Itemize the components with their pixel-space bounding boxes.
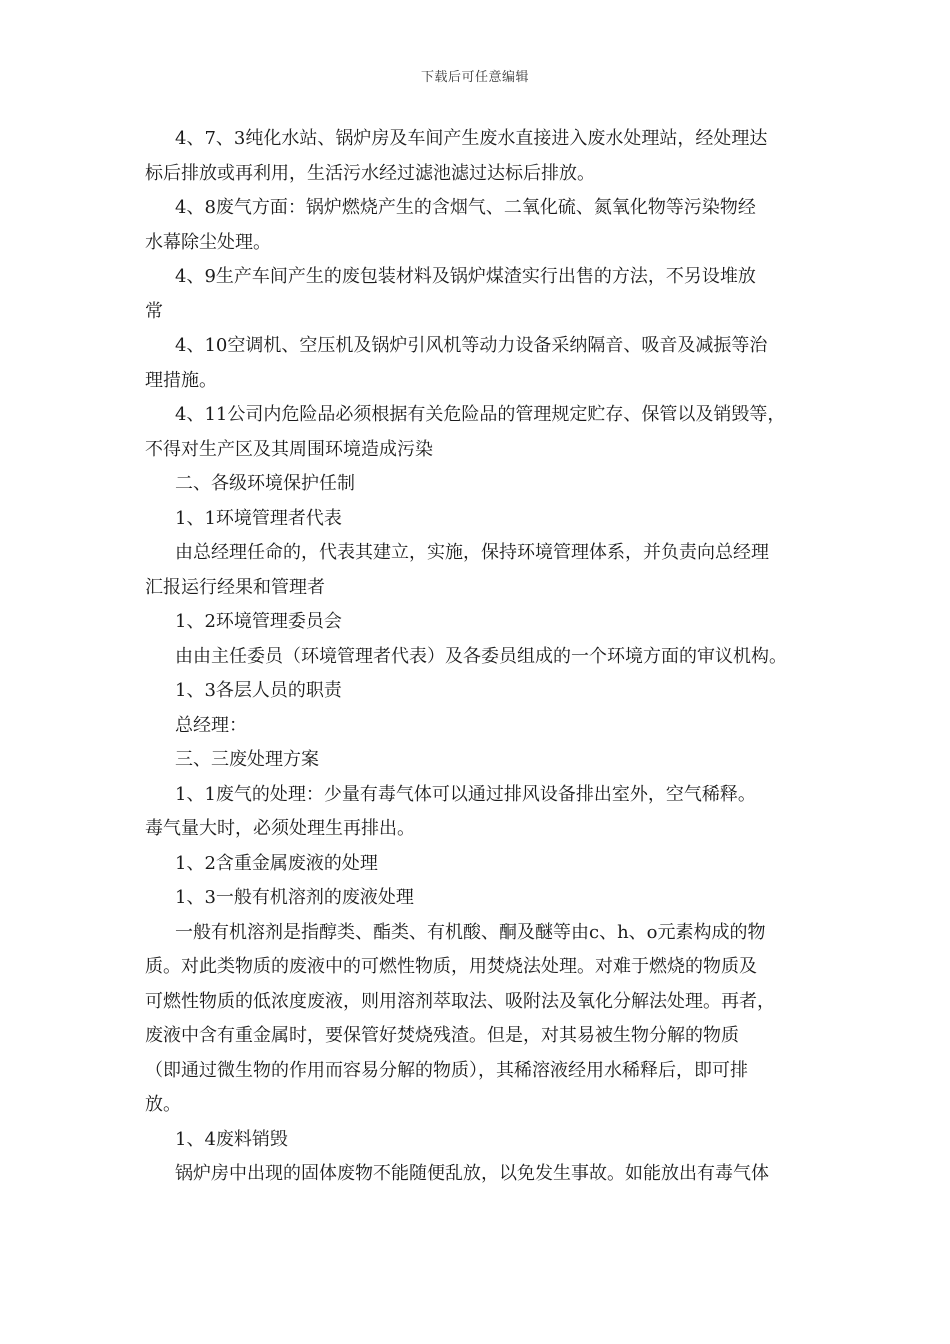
- text-line: 4、10空调机、空压机及锅炉引风机等动力设备采纳隔音、吸音及减振等治: [175, 335, 768, 356]
- text-line: 二、各级环境保护任制: [175, 473, 355, 494]
- document-body: [145, 122, 825, 1192]
- text-line: 标后排放或再利用，生活污水经过滤池滤过达标后排放。: [145, 162, 595, 184]
- text-line: 一般有机溶剂是指醇类、酯类、有机酸、酮及醚等由c、h、o元素构成的物: [175, 921, 766, 943]
- text-line: 常: [145, 300, 163, 322]
- text-line: （即通过微生物的作用而容易分解的物质），其稀溶液经用水稀释后，即可排: [145, 1059, 748, 1081]
- text-line: 4、11公司内危险品必须根据有关危险品的管理规定贮存、保管以及销毁等，: [175, 404, 786, 425]
- text-line: 由总经理任命的，代表其建立，实施，保持环境管理体系，并负责向总经理: [175, 542, 769, 563]
- text-line: 1、1废气的处理：少量有毒气体可以通过排风设备排出室外，空气稀释。: [175, 783, 756, 805]
- text-line: 1、1环境管理者代表: [175, 507, 342, 529]
- text-line: 4、7、3纯化水站、锅炉房及车间产生废水直接进入废水处理站，经处理达: [175, 128, 768, 149]
- text-line: 废液中含有重金属时，要保管好焚烧残渣。但是，对其易被生物分解的物质: [145, 1025, 739, 1046]
- text-line: 可燃性物质的低浓度废液，则用溶剂萃取法、吸附法及氧化分解法处理。再者，: [145, 990, 775, 1012]
- text-line: 1、2含重金属废液的处理: [175, 852, 378, 874]
- text-line: 1、3一般有机溶剂的废液处理: [175, 887, 414, 908]
- page-header: 下载后可任意编辑: [420, 70, 529, 85]
- text-line: 水幕除尘处理。: [145, 231, 271, 253]
- text-line: 锅炉房中出现的固体废物不能随便乱放，以免发生事故。如能放出有毒气体: [175, 1163, 769, 1184]
- text-line: 质。对此类物质的废液中的可燃性物质，用焚烧法处理。对难于燃烧的物质及: [145, 956, 757, 977]
- text-line: 4、8废气方面：锅炉燃烧产生的含烟气、二氧化硫、氮氧化物等污染物经: [175, 197, 756, 218]
- text-line: 1、4废料销毁: [175, 1128, 288, 1150]
- text-line: 由由主任委员（环境管理者代表）及各委员组成的一个环境方面的审议机构。: [175, 645, 787, 667]
- text-line: 4、9生产车间产生的废包装材料及锅炉煤渣实行出售的方法，不另设堆放: [175, 266, 756, 287]
- text-line: 不得对生产区及其周围环境造成污染: [145, 438, 433, 460]
- text-line: 毒气量大时，必须处理生再排出。: [145, 818, 415, 839]
- text-line: 总经理：: [175, 714, 247, 736]
- text-line: 1、2环境管理委员会: [175, 611, 342, 632]
- text-line: 放。: [145, 1094, 181, 1115]
- text-line: 汇报运行经果和管理者: [145, 576, 325, 598]
- text-line: 三、三废处理方案: [175, 749, 319, 770]
- text-line: 1、3各层人员的职责: [175, 680, 342, 701]
- text-line: 理措施。: [145, 369, 217, 391]
